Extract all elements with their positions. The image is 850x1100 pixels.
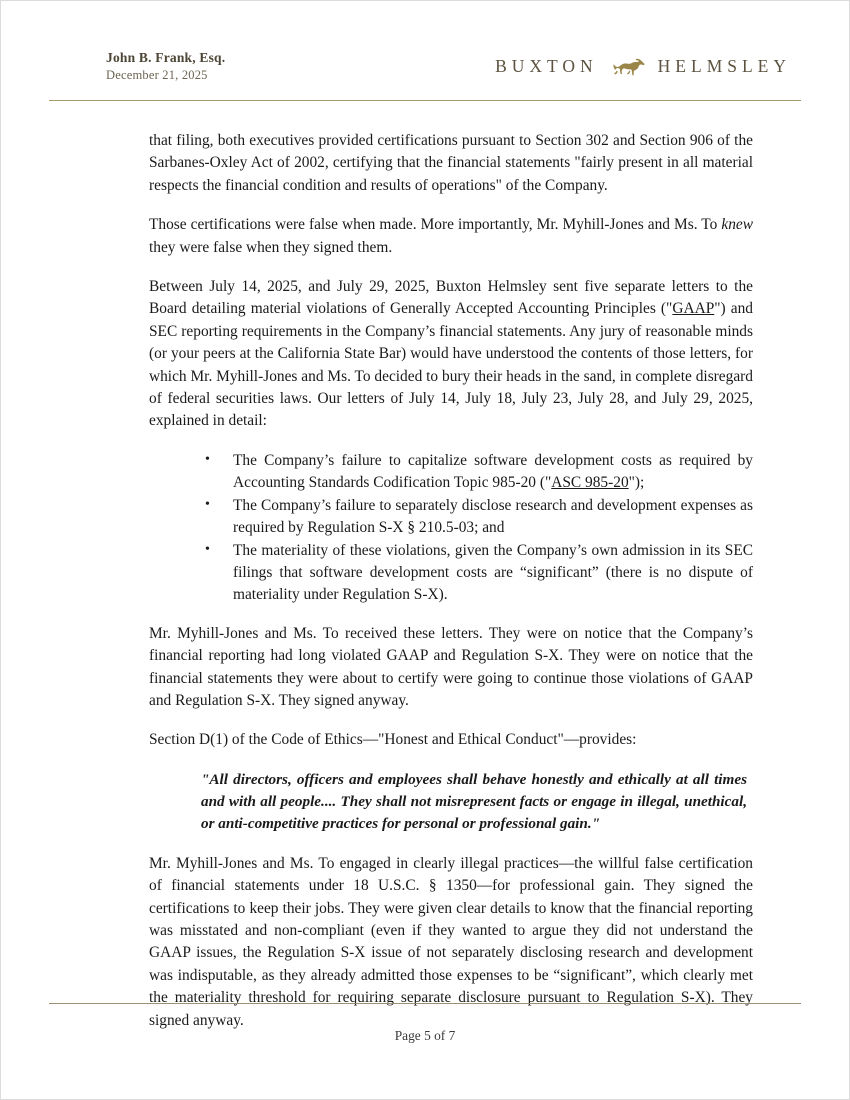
- letter-date: December 21, 2025: [106, 67, 208, 82]
- paragraph-text: Mr. Myhill-Jones and Ms. To engaged in clearly illegal practices—the willful false certification of financial statements under 18 U.S.C. § 1350—for professional gain. They signed the certifications to keep their jobs. They were given clear details to know that the financial reporting was misstated and non-compliant (even if they wanted to argue they did not understand the GAAP issues, the Regulation S-X issue of not separately disclosing research and development was indisputable, as they already admitted those expenses to be “significant”, which clearly met the materiality threshold for requiring separate disclosure pursuant to Regulation S-X). They signed anyway.: [149, 854, 753, 1029]
- paragraph-five-letters: [149, 276, 753, 433]
- recipient-name: John B. Frank, Esq.: [106, 50, 226, 65]
- paragraph-text-lead: Between July 14, 2025, and July 29, 2025, Buxton Helmsley sent five separate letters to the Board detailing material violations of Generally Accepted Accounting Principles (": [149, 278, 753, 318]
- paragraph-text-lead: Those certifications were false when made. More importantly, Mr. Myhill-Jones and Ms. To: [149, 216, 722, 234]
- brand-logo: [495, 55, 791, 77]
- paragraph-on-notice: [149, 623, 753, 713]
- header-divider-rule: [49, 100, 801, 101]
- list-item: [201, 450, 753, 495]
- document-body: [149, 130, 753, 1032]
- letterhead: [49, 49, 801, 97]
- paragraph-text: that filing, both executives provided certifications pursuant to Section 302 and Section 906 of the Sarbanes-Oxley Act of 2002, certifying that the financial statements "fairly present in all material respects the financial condition and results of operations" of the Company.: [149, 132, 753, 194]
- page-number-label: Page 5 of 7: [394, 1028, 456, 1043]
- list-item: [201, 540, 753, 607]
- letterhead-recipient-block: [106, 49, 225, 83]
- page-footer: [1, 1028, 849, 1044]
- violations-list: [149, 450, 753, 607]
- code-of-ethics-quote: [149, 769, 753, 836]
- brand-name-first: BUXTON: [495, 55, 598, 76]
- paragraph-text-tail: they were false when they signed them.: [149, 238, 393, 256]
- defined-term-asc: ASC 985-20: [551, 474, 629, 492]
- galloping-horse-icon: [611, 55, 645, 77]
- footer-divider-rule: [49, 1003, 801, 1004]
- list-item-text-lead: The Company’s failure to separately disclose research and development expenses as required by Regulation S-X § 210.5-03; and: [233, 496, 753, 537]
- list-item: [201, 495, 753, 540]
- list-item-text-lead: The Company’s failure to capitalize software development costs as required by Accounting Standards Codification Topic 985-20 (": [233, 451, 753, 492]
- paragraph-code-of-ethics-intro: [149, 729, 753, 751]
- paragraph-text: Mr. Myhill-Jones and Ms. To received these letters. They were on notice that the Company’s financial reporting had long violated GAAP and Regulation S-X. They were on notice that the financial statements they were about to certify were going to continue those violations of GAAP and Regulation S-X. They signed anyway.: [149, 624, 753, 709]
- paragraph-text: Section D(1) of the Code of Ethics—"Honest and Ethical Conduct"—provides:: [149, 731, 637, 749]
- paragraph-illegal-practices: [149, 853, 753, 1032]
- quote-text: "All directors, officers and employees shall behave honestly and ethically at all times and with all people.... They shall not misrepresent facts or engage in illegal, unethical, or anti-competitive practices for personal or professional gain.": [201, 770, 747, 833]
- emphasis-knew: knew: [721, 216, 753, 234]
- list-item-text-lead: The materiality of these violations, given the Company’s own admission in its SEC filings that software development costs are “significant” (there is no dispute of materiality under Regulation S-X).: [233, 541, 753, 604]
- paragraph-text-tail: ") and SEC reporting requirements in the Company’s financial statements. Any jury of reasonable minds (or your peers at the California State Bar) would have understood the contents of those letters, for which Mr. Myhill-Jones and Ms. To decided to bury their heads in the sand, in complete disregard of federal securities laws. Our letters of July 14, July 18, July 23, July 28, and July 29, 2025, explained in detail:: [149, 300, 753, 430]
- paragraph-certifications: [149, 130, 753, 197]
- brand-name-second: HELMSLEY: [657, 55, 791, 76]
- list-item-text-tail: ");: [628, 474, 645, 492]
- defined-term-gaap: GAAP: [672, 300, 715, 318]
- paragraph-false-certifications: [149, 214, 753, 259]
